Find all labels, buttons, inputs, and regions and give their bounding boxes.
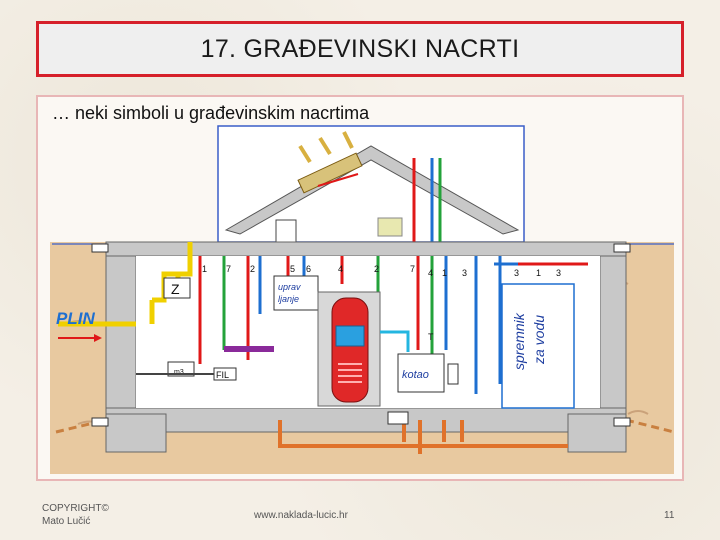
footer-copyright: [42, 502, 109, 528]
pipe-number: 3: [556, 268, 562, 278]
control-label-2: ljanje: [278, 294, 300, 304]
pipe-number: 5: [290, 264, 296, 274]
tank-label-2: za vodu: [531, 314, 547, 364]
slide-subtitle: … neki simboli u građevinskim nacrtima: [52, 103, 370, 123]
control-label: uprav: [278, 282, 301, 292]
pipe-number: 4: [428, 268, 434, 278]
gauge-label: m3: [174, 369, 184, 376]
attic-frame: [218, 126, 524, 242]
page-number: 11: [664, 510, 675, 521]
pipe-number: 4: [338, 264, 344, 274]
building-installation-diagram: [48, 124, 678, 474]
hot-water-tank: [332, 298, 368, 402]
pipe-number: 7: [226, 264, 232, 274]
pipe-number: 6: [306, 264, 312, 274]
left-footing: [106, 414, 166, 452]
tank-coil-top: [336, 326, 364, 346]
ceiling-slab: [106, 242, 626, 256]
footer-copyright-line2: Mato Lučić: [42, 516, 91, 527]
pipe-number: 1: [442, 268, 448, 278]
pipe-number: 3: [462, 268, 468, 278]
pipe-number: 2: [250, 264, 256, 274]
pipe-number: 1: [536, 268, 542, 278]
pipe-number: 1: [202, 264, 208, 274]
floor-slab: [106, 408, 626, 432]
pump-bar: [224, 346, 274, 352]
footer-url[interactable]: www.naklada-lucic.hr: [254, 510, 348, 521]
slide-title: 17. GRAĐEVINSKI NACRTI: [200, 34, 520, 63]
roof-window: [276, 220, 296, 242]
gas-label: PLIN: [56, 309, 95, 328]
pipe-number: 2: [374, 264, 380, 274]
boiler-label: kotao: [402, 369, 429, 381]
footer-copyright-line1: COPYRIGHT©: [42, 503, 109, 514]
pipe-number: 3: [514, 268, 520, 278]
title-box: [36, 21, 684, 77]
z-label: Z: [171, 281, 180, 297]
tank-label: spremnik: [511, 313, 527, 370]
pipe-number: 7: [410, 264, 416, 274]
attic-radiator: [378, 218, 402, 236]
chimney-box: [448, 364, 458, 384]
drain-box: [388, 412, 408, 424]
thermo-label: T: [428, 332, 434, 342]
filter-label: FIL: [216, 370, 230, 380]
